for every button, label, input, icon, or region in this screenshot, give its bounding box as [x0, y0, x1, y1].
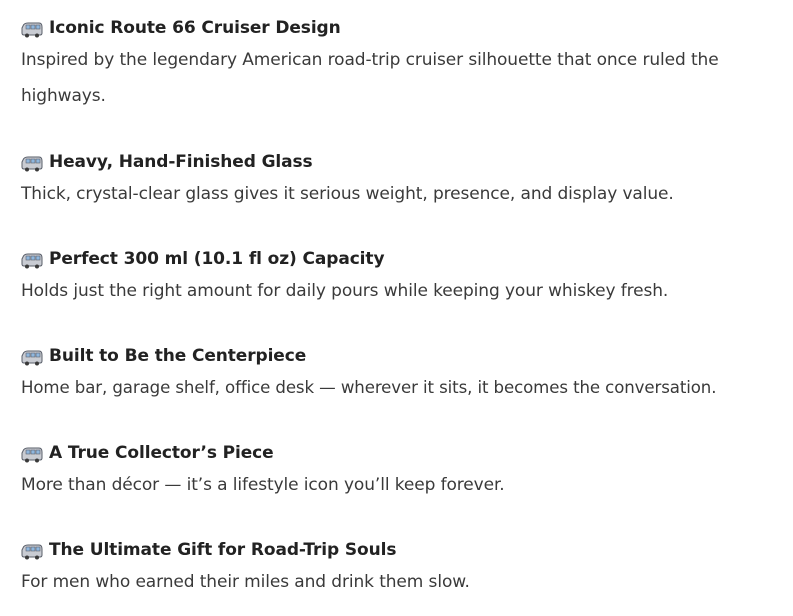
feature-title	[21, 150, 786, 174]
feature-description: Home bar, garage shelf, office desk — wherever it sits, it becomes the conversation.	[21, 378, 717, 397]
feature-item	[21, 247, 786, 309]
feature-title	[21, 16, 786, 40]
feature-item	[21, 344, 786, 406]
feature-item	[21, 538, 786, 600]
minibus-icon	[21, 155, 43, 173]
minibus-icon	[21, 446, 43, 464]
feature-item	[21, 150, 786, 212]
feature-title-text: Built to Be the Centerpiece	[49, 346, 307, 366]
feature-description: Thick, crystal-clear glass gives it serious weight, presence, and display value.	[21, 184, 674, 204]
feature-item	[21, 16, 786, 114]
feature-title-text: The Ultimate Gift for Road-Trip Souls	[49, 540, 397, 560]
feature-title	[21, 247, 786, 271]
feature-title	[21, 538, 786, 562]
feature-item	[21, 441, 786, 503]
feature-description: More than décor — it’s a lifestyle icon you’ll keep forever.	[21, 475, 505, 495]
feature-title-text: Heavy, Hand-Finished Glass	[49, 152, 313, 172]
feature-description: Holds just the right amount for daily pours while keeping your whiskey fresh.	[21, 281, 669, 301]
feature-description: For men who earned their miles and drink them slow.	[21, 572, 470, 592]
feature-title-text: Iconic Route 66 Cruiser Design	[49, 18, 341, 38]
minibus-icon	[21, 21, 43, 39]
minibus-icon	[21, 349, 43, 367]
feature-title-text: A True Collector’s Piece	[49, 443, 274, 463]
minibus-icon	[21, 252, 43, 270]
feature-description: Inspired by the legendary American road-trip cruiser silhouette that once ruled the highways.	[21, 50, 719, 106]
feature-title-text: Perfect 300 ml (10.1 fl oz) Capacity	[49, 249, 385, 269]
feature-title	[21, 344, 786, 368]
feature-title	[21, 441, 786, 465]
minibus-icon	[21, 543, 43, 561]
